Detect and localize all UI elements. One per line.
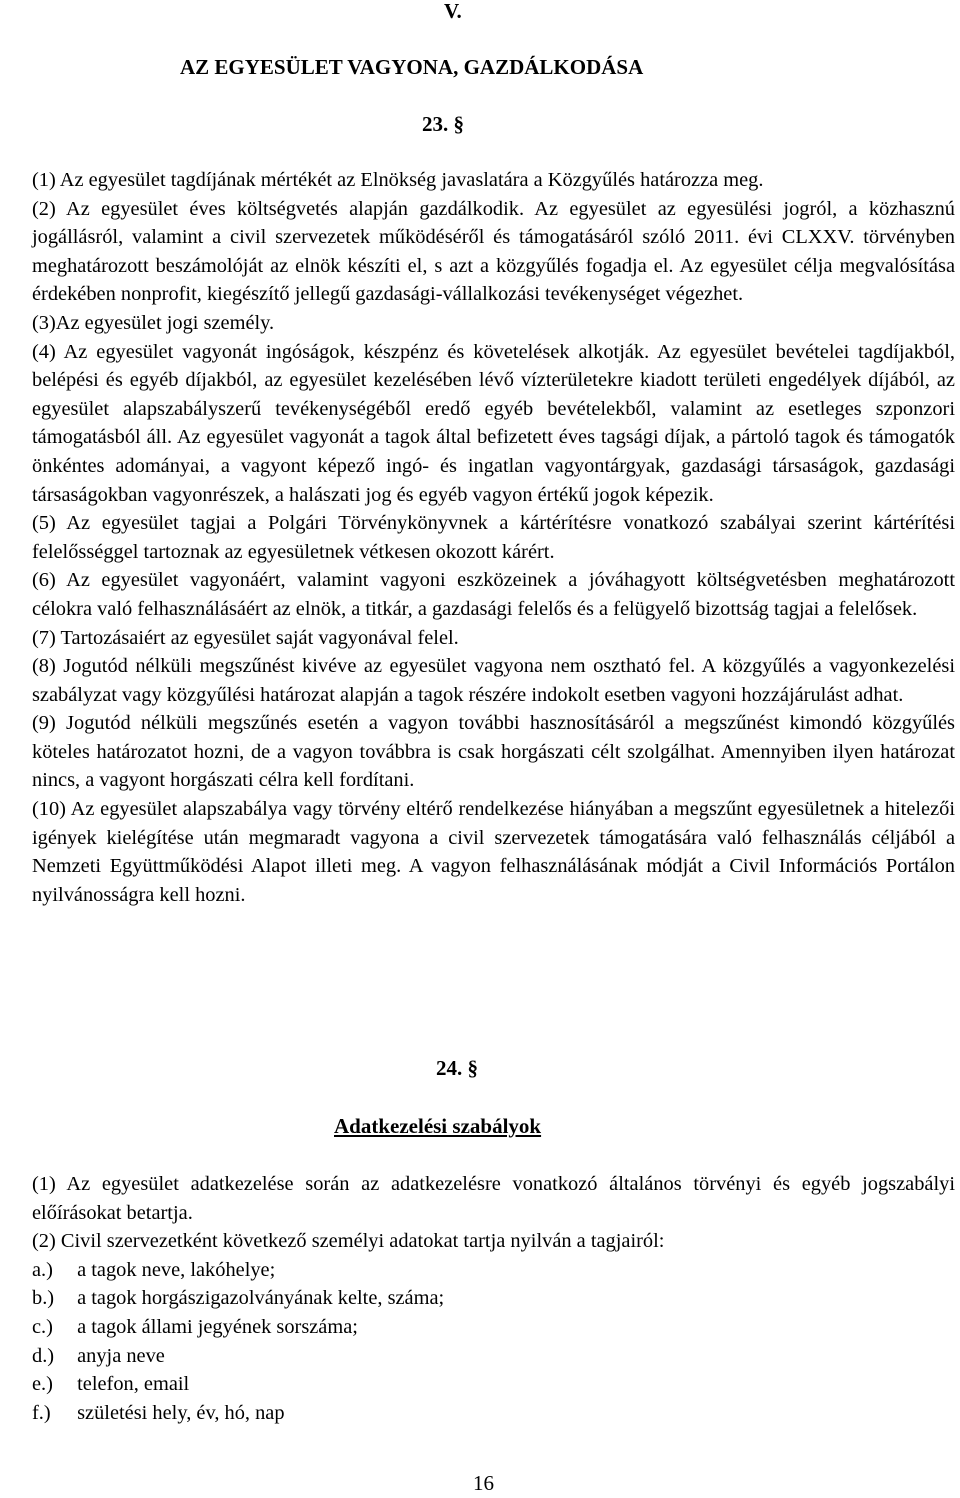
section-24-heading: 24. § — [436, 1056, 478, 1080]
list-item-text: a tagok állami jegyének sorszáma; — [77, 1315, 358, 1338]
paragraph-1: (1) Az egyesület tagdíjának mértékét az Elnökség javaslatára a Közgyűlés határozza meg. — [32, 169, 764, 191]
section-23-heading: 23. § — [422, 112, 464, 136]
list-item-label: a.) — [32, 1258, 53, 1281]
section-24-subtitle: Adatkezelési szabályok — [334, 1114, 542, 1138]
page-number: 16 — [473, 1471, 494, 1495]
section-23-body — [32, 166, 955, 909]
paragraph-24-1: (1) Az egyesület adatkezelése során az adatkezelésre vonatkozó általános törvényi és egyéb jogszabályi előírásokat betartja. — [32, 1173, 955, 1224]
paragraph-6: (6) Az egyesület vagyonáért, valamint vagyoni eszközeinek a jóváhagyott költségvetésben meghatározott célokra való felhasználásáért az elnök, a titkár, a gazdasági felelős és a felügyelő bizottság tagjai a felelősek. — [32, 569, 955, 620]
list-item-label: f.) — [32, 1401, 51, 1424]
paragraph-2: (2) Az egyesület éves költségvetés alapján gazdálkodik. Az egyesület az egyesülési jogról, a közhasznú jogállásról, valamint a civil szervezetek működéséről és támogatásáról szóló 2011. évi CLXXV. törvényben meghatározott beszámolóját az elnök készíti el, s azt a közgyűlés fogadja el. Az egyesület célja megvalósítása érdekében nonprofit, kiegészítő jellegű gazdasági-vállalkozási tevékenységet végezhet. — [32, 197, 955, 306]
chapter-number: V. — [444, 0, 462, 23]
personal-data-list — [32, 1256, 955, 1428]
list-item — [32, 1342, 955, 1371]
paragraph-24-2: (2) Civil szervezetként következő személyi adatokat tartja nyilván a tagjairól: — [32, 1230, 665, 1253]
list-item-text: születési hely, év, hó, nap — [77, 1401, 285, 1424]
list-item — [32, 1313, 955, 1342]
list-item-label: e.) — [32, 1373, 53, 1396]
paragraph-10: (10) Az egyesület alapszabálya vagy törvény eltérő rendelkezése hiányában a megszűnt egyesületnek a hitelezői igények kielégítése után megmaradt vagyona a civil szervezetek támogatására való felhasználás céljából a Nemzeti Együttműködési Alapot illeti meg. A vagyon felhasználásának módját a Civil Információs Portálon nyilvánosságra kell hozni. — [32, 798, 955, 906]
section-24-body — [32, 1170, 955, 1427]
list-item-label: b.) — [32, 1287, 55, 1310]
list-item-text: a tagok horgászigazolványának kelte, száma; — [77, 1287, 445, 1310]
paragraph-7: (7) Tartozásaiért az egyesület saját vagyonával felel. — [32, 626, 459, 649]
list-item — [32, 1370, 955, 1399]
paragraph-4: (4) Az egyesület vagyonát ingóságok, készpénz és követelések alkotják. Az egyesület bevételei tagdíjakból, belépési és egyéb díjakból, az egyesület kezelésében lévő vízterületekre kiadott területi engedélyek díjából, az egyesület alapszabályszerű tevékenységéből eredő egyéb bevételekből, valamint az esetleges szponzori támogatásból áll. Az egyesület vagyonát a tagok által befizetett éves tagsági díjak, a pártoló tagok és támogatók önkéntes adományai, a vagyont képező ingó- és ingatlan vagyontárgyak, gazdasági társaságok, gazdasági társaságokban vagyonrészek, a halászati jog és egyéb vagyon értékű jogok képezik. — [32, 340, 955, 506]
list-item — [32, 1284, 955, 1313]
chapter-title: AZ EGYESÜLET VAGYONA, GAZDÁLKODÁSA — [180, 55, 644, 79]
paragraph-9: (9) Jogutód nélküli megszűnés esetén a vagyon további hasznosításáról a megszűnést kimondó közgyűlés köteles határozatot hozni, de a vagyon továbbra is csak horgászati célt szolgálhat. Amennyiben ilyen határozat nincs, a vagyont horgászati célra kell fordítani. — [32, 712, 955, 792]
list-item — [32, 1256, 955, 1285]
list-item-text: a tagok neve, lakóhelye; — [77, 1258, 276, 1281]
paragraph-5: (5) Az egyesület tagjai a Polgári Törvénykönyvnek a kártérítésre vonatkozó szabályai szerint kártérítési felelősséggel tartoznak az egyesületnek vétkesen okozott kárért. — [32, 512, 955, 563]
list-item-text: telefon, email — [77, 1373, 190, 1396]
list-item-label: d.) — [32, 1344, 55, 1367]
list-item-text: anyja neve — [77, 1344, 165, 1367]
list-item-label: c.) — [32, 1315, 53, 1338]
paragraph-3: (3)Az egyesület jogi személy. — [32, 311, 275, 334]
paragraph-8: (8) Jogutód nélküli megszűnést kivéve az egyesület vagyona nem osztható fel. A közgyűlés a vagyonkezelési szabályzat vagy közgyűlési határozat alapján a tagok részére indokolt esetben vagyoni hozzájárulást adhat. — [32, 655, 955, 706]
list-item — [32, 1399, 955, 1428]
